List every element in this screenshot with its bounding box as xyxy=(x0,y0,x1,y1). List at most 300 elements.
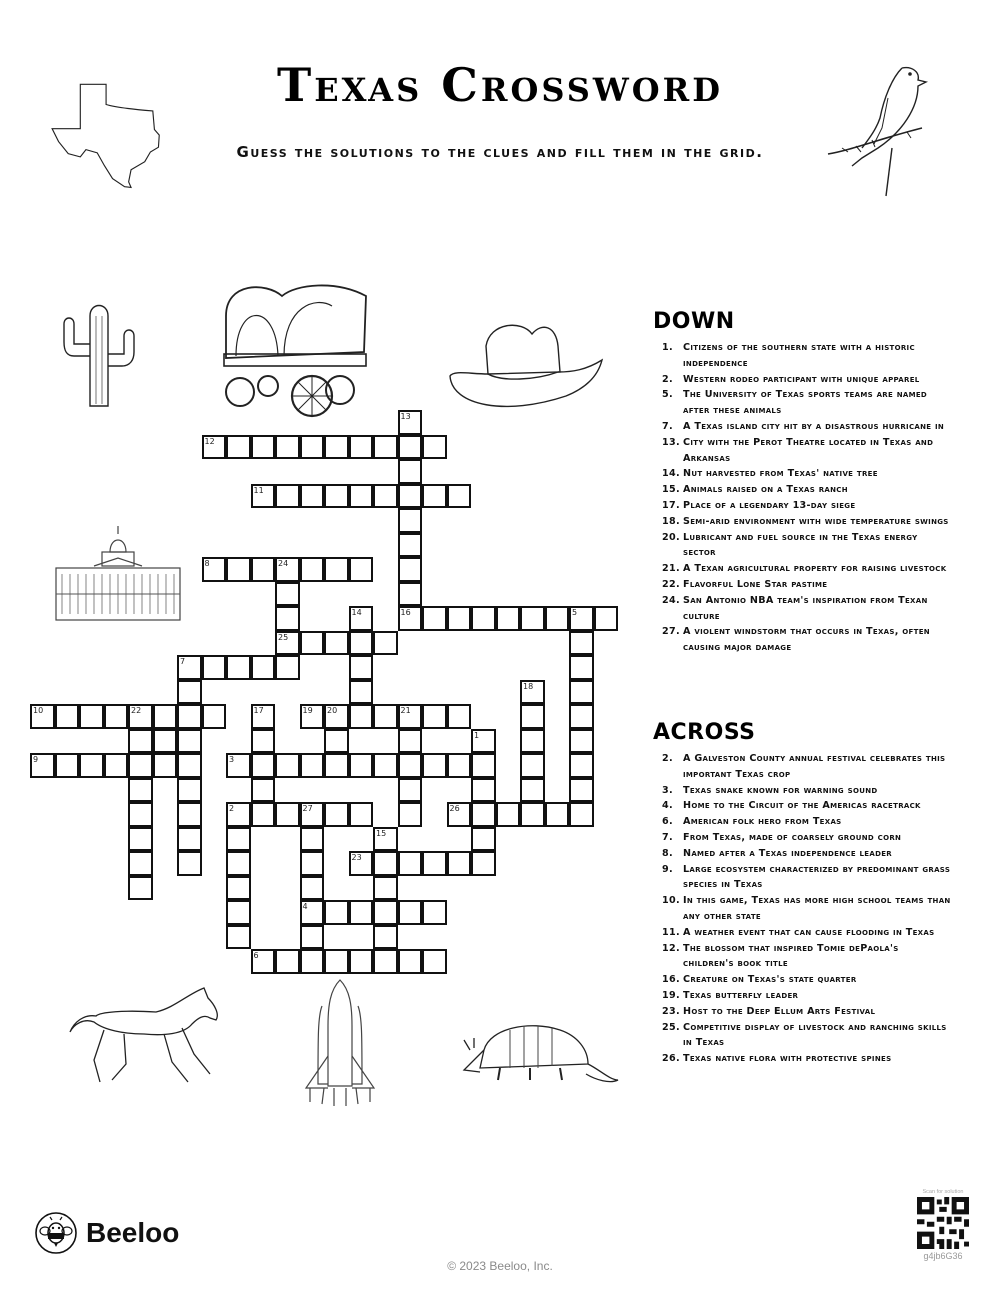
grid-cell[interactable] xyxy=(324,729,349,754)
grid-cell[interactable] xyxy=(275,631,300,656)
clue-number: 11 xyxy=(253,485,264,495)
clue-number: 21 xyxy=(400,706,411,715)
across-clue xyxy=(657,925,953,941)
down-clue xyxy=(657,577,953,593)
grid-cell[interactable] xyxy=(569,729,594,754)
grid-cell[interactable] xyxy=(275,753,300,778)
across-clue xyxy=(657,972,953,988)
grid-cell[interactable] xyxy=(349,851,374,876)
grid-cell[interactable] xyxy=(300,827,325,852)
grid-cell[interactable] xyxy=(177,729,202,754)
grid-cell[interactable] xyxy=(300,876,325,901)
grid-cell[interactable] xyxy=(251,729,276,754)
down-clues xyxy=(653,309,953,656)
qr-label: Scan for solution xyxy=(922,1189,964,1195)
clue-number: 7. xyxy=(662,831,673,843)
grid-cell[interactable] xyxy=(373,949,398,974)
clue-number: 4 xyxy=(302,902,308,911)
across-clue xyxy=(657,893,953,925)
clue-number: 14. xyxy=(662,468,680,480)
grid-cell[interactable] xyxy=(496,802,521,827)
clue-text: Named after a Texas independence leader xyxy=(683,847,892,859)
grid-cell[interactable] xyxy=(349,655,374,680)
clue-number: 13. xyxy=(662,436,680,448)
grid-cell[interactable] xyxy=(520,680,545,705)
grid-cell[interactable] xyxy=(398,582,423,607)
grid-cell[interactable] xyxy=(447,802,472,827)
grid-cell[interactable] xyxy=(373,900,398,925)
grid-cell[interactable] xyxy=(324,435,349,460)
clue-number: 6. xyxy=(662,816,673,828)
grid-cell[interactable] xyxy=(373,704,398,729)
across-clues xyxy=(653,720,953,1067)
across-clue xyxy=(657,814,953,830)
clue-number: 16. xyxy=(662,974,680,986)
clue-text: The University of Texas sports teams are named after these animals xyxy=(683,389,928,417)
clue-number: 10 xyxy=(33,706,44,715)
clue-number: 22. xyxy=(662,578,680,590)
clue-number: 11. xyxy=(662,926,680,938)
grid-cell[interactable] xyxy=(177,704,202,729)
grid-cell[interactable] xyxy=(569,680,594,705)
across-clue xyxy=(657,862,953,894)
grid-cell[interactable] xyxy=(104,704,129,729)
grid-cell[interactable] xyxy=(300,802,325,827)
grid-cell[interactable] xyxy=(30,753,55,778)
grid-cell[interactable] xyxy=(569,704,594,729)
grid-cell[interactable] xyxy=(349,900,374,925)
grid-cell[interactable] xyxy=(520,802,545,827)
clue-number: 4. xyxy=(662,800,673,812)
down-clue-list xyxy=(653,340,953,656)
clue-text: Creature on Texas's state quarter xyxy=(683,974,857,986)
clue-number: 8. xyxy=(662,847,673,859)
grid-cell[interactable] xyxy=(422,851,447,876)
across-clue xyxy=(657,1004,953,1020)
grid-cell[interactable] xyxy=(569,778,594,803)
clue-text: Competitive display of livestock and ranching skills in Texas xyxy=(683,1021,947,1049)
clue-number: 1. xyxy=(662,342,673,353)
across-clue-list xyxy=(653,751,953,1067)
grid-cell[interactable] xyxy=(398,802,423,827)
clue-number: 10. xyxy=(662,895,680,907)
clue-text: Western rodeo participant with unique apparel xyxy=(683,373,920,385)
cowboy-hat-icon xyxy=(446,316,606,416)
clue-text: Citizens of the southern state with a historic independence xyxy=(683,342,915,369)
grid-cell[interactable] xyxy=(300,557,325,582)
grid-cell[interactable] xyxy=(300,484,325,509)
space-shuttle-icon xyxy=(300,976,380,1116)
across-clue xyxy=(657,941,953,973)
clue-number: 21. xyxy=(662,563,680,575)
grid-cell[interactable] xyxy=(422,704,447,729)
clue-number: 7. xyxy=(662,420,673,432)
grid-cell[interactable] xyxy=(398,851,423,876)
grid-cell[interactable] xyxy=(398,729,423,754)
down-clue xyxy=(657,530,953,562)
grid-cell[interactable] xyxy=(545,606,570,631)
grid-cell[interactable] xyxy=(398,557,423,582)
grid-cell[interactable] xyxy=(447,704,472,729)
grid-cell[interactable] xyxy=(373,827,398,852)
grid-cell[interactable] xyxy=(104,753,129,778)
clue-text: Flavorful Lone Star pastime xyxy=(683,578,828,590)
clue-number: 6 xyxy=(253,951,259,960)
clue-number: 5. xyxy=(662,389,673,401)
clue-text: Texas native flora with protective spines xyxy=(683,1053,892,1065)
grid-cell[interactable] xyxy=(202,704,227,729)
clue-text: Semi-arid environment with wide temperature swings xyxy=(683,515,949,527)
down-clue xyxy=(657,340,953,372)
grid-cell[interactable] xyxy=(177,827,202,852)
clue-text: Host to the Deep Ellum Arts Festival xyxy=(683,1005,876,1017)
grid-cell[interactable] xyxy=(594,606,619,631)
clue-text: Place of a legendary 13-day siege xyxy=(683,499,856,511)
grid-cell[interactable] xyxy=(398,533,423,558)
clue-number: 23. xyxy=(662,1005,680,1017)
grid-cell[interactable] xyxy=(349,557,374,582)
down-clue xyxy=(657,435,953,467)
grid-cell[interactable] xyxy=(471,729,496,754)
down-clue xyxy=(657,372,953,388)
down-clue xyxy=(657,624,953,656)
grid-cell[interactable] xyxy=(251,557,276,582)
clue-number: 19 xyxy=(302,706,313,715)
clue-text: A Galveston County annual festival celebrates this important Texas crop xyxy=(683,753,946,780)
grid-cell[interactable] xyxy=(128,876,153,901)
clue-number: 13 xyxy=(400,412,411,421)
down-clue xyxy=(657,514,953,530)
grid-cell[interactable] xyxy=(275,606,300,631)
clue-number: 18 xyxy=(523,681,534,691)
clue-number: 9 xyxy=(33,755,39,764)
across-heading: ACROSS xyxy=(653,720,756,745)
clue-number: 3 xyxy=(229,755,235,764)
clue-text: Texas butterfly leader xyxy=(683,989,799,1001)
clue-number: 18. xyxy=(662,515,680,527)
grid-cell[interactable] xyxy=(202,557,227,582)
grid-cell[interactable] xyxy=(324,802,349,827)
grid-cell[interactable] xyxy=(300,949,325,974)
clue-number: 19. xyxy=(662,989,680,1001)
grid-cell[interactable] xyxy=(128,753,153,778)
grid-cell[interactable] xyxy=(447,753,472,778)
horse-icon xyxy=(64,984,224,1090)
clue-number: 7 xyxy=(180,657,186,666)
clue-number: 23 xyxy=(351,853,362,862)
grid-cell[interactable] xyxy=(373,876,398,901)
clue-text: From Texas, made of coarsely ground corn xyxy=(683,831,902,843)
clue-text: In this game, Texas has more high school teams than any other state xyxy=(683,895,951,922)
grid-cell[interactable] xyxy=(471,827,496,852)
grid-cell[interactable] xyxy=(349,802,374,827)
grid-cell[interactable] xyxy=(398,900,423,925)
bird-icon xyxy=(822,58,942,198)
grid-cell[interactable] xyxy=(30,704,55,729)
grid-cell[interactable] xyxy=(471,778,496,803)
grid-cell[interactable] xyxy=(471,606,496,631)
qr-code-id: g4jb6G36 xyxy=(923,1251,963,1261)
clue-text: San Antonio NBA team's inspiration from Texan culture xyxy=(683,594,928,622)
grid-cell[interactable] xyxy=(251,484,276,509)
grid-cell[interactable] xyxy=(128,778,153,803)
grid-cell[interactable] xyxy=(398,778,423,803)
clue-text: Lubricant and fuel source in the Texas energy sector xyxy=(683,531,918,559)
grid-cell[interactable] xyxy=(251,778,276,803)
grid-cell[interactable] xyxy=(226,925,251,950)
grid-cell[interactable] xyxy=(349,680,374,705)
grid-cell[interactable] xyxy=(520,729,545,754)
armadillo-icon xyxy=(460,1020,620,1090)
clue-text: Texas snake known for warning sound xyxy=(683,784,878,796)
grid-cell[interactable] xyxy=(398,459,423,484)
down-clue xyxy=(657,498,953,514)
grid-cell[interactable] xyxy=(398,435,423,460)
texas-map-icon xyxy=(36,66,181,201)
grid-cell[interactable] xyxy=(79,753,104,778)
grid-cell[interactable] xyxy=(447,484,472,509)
clue-text: The blossom that inspired Tomie dePaola's children's book title xyxy=(683,942,899,970)
grid-cell[interactable] xyxy=(300,704,325,729)
grid-cell[interactable] xyxy=(226,876,251,901)
grid-cell[interactable] xyxy=(275,655,300,680)
clue-text: Animals raised on a Texas ranch xyxy=(683,484,848,496)
clue-number: 20 xyxy=(327,706,338,715)
clue-text: Large ecosystem characterized by predominant grass species in Texas xyxy=(683,863,951,891)
clue-number: 26 xyxy=(449,804,460,813)
grid-cell[interactable] xyxy=(79,704,104,729)
grid-cell[interactable] xyxy=(324,484,349,509)
down-clue xyxy=(657,482,953,498)
clue-number: 15 xyxy=(376,828,387,838)
grid-cell[interactable] xyxy=(128,851,153,876)
clue-number: 17. xyxy=(662,499,680,511)
down-clue xyxy=(657,561,953,577)
grid-cell[interactable] xyxy=(324,900,349,925)
grid-cell[interactable] xyxy=(569,606,594,631)
clue-number: 3. xyxy=(662,784,673,796)
clue-number: 25. xyxy=(662,1021,680,1033)
qr-code-icon xyxy=(917,1197,969,1249)
grid-cell[interactable] xyxy=(569,802,594,827)
grid-cell[interactable] xyxy=(300,435,325,460)
grid-cell[interactable] xyxy=(520,753,545,778)
clue-number: 2. xyxy=(662,753,673,764)
grid-cell[interactable] xyxy=(275,557,300,582)
grid-cell[interactable] xyxy=(251,753,276,778)
grid-cell[interactable] xyxy=(373,484,398,509)
brand-name: Beeloo xyxy=(86,1217,180,1248)
grid-cell[interactable] xyxy=(177,655,202,680)
grid-cell[interactable] xyxy=(373,851,398,876)
grid-cell[interactable] xyxy=(251,435,276,460)
covered-wagon-icon xyxy=(216,276,376,426)
grid-cell[interactable] xyxy=(569,655,594,680)
clue-number: 2 xyxy=(229,804,235,813)
grid-cell[interactable] xyxy=(569,631,594,656)
bee-icon xyxy=(34,1211,78,1255)
grid-cell[interactable] xyxy=(128,802,153,827)
grid-cell[interactable] xyxy=(349,949,374,974)
grid-cell[interactable] xyxy=(251,655,276,680)
clue-number: 25 xyxy=(278,632,289,642)
grid-cell[interactable] xyxy=(226,900,251,925)
grid-cell[interactable] xyxy=(324,631,349,656)
clue-text: A Texas island city hit by a disastrous hurricane in xyxy=(683,420,945,432)
grid-cell[interactable] xyxy=(128,827,153,852)
grid-cell[interactable] xyxy=(422,484,447,509)
clue-number: 16 xyxy=(400,608,411,617)
clue-number: 1 xyxy=(474,730,480,740)
grid-cell[interactable] xyxy=(177,802,202,827)
grid-cell[interactable] xyxy=(373,631,398,656)
clue-number: 27 xyxy=(302,804,313,813)
grid-cell[interactable] xyxy=(55,704,80,729)
grid-cell[interactable] xyxy=(153,753,178,778)
capitol-building-icon xyxy=(52,522,184,626)
clue-number: 9. xyxy=(662,863,673,875)
grid-cell[interactable] xyxy=(520,704,545,729)
grid-cell[interactable] xyxy=(300,753,325,778)
clue-number: 12 xyxy=(204,436,215,446)
grid-cell[interactable] xyxy=(153,704,178,729)
clue-number: 15. xyxy=(662,484,680,496)
grid-cell[interactable] xyxy=(300,900,325,925)
grid-cell[interactable] xyxy=(349,704,374,729)
grid-cell[interactable] xyxy=(349,631,374,656)
grid-cell[interactable] xyxy=(324,704,349,729)
grid-cell[interactable] xyxy=(226,435,251,460)
grid-cell[interactable] xyxy=(569,753,594,778)
across-clue xyxy=(657,751,953,783)
grid-cell[interactable] xyxy=(349,753,374,778)
grid-cell[interactable] xyxy=(422,606,447,631)
copyright: © 2023 Beeloo, Inc. xyxy=(447,1259,553,1273)
grid-cell[interactable] xyxy=(202,655,227,680)
clue-number: 17 xyxy=(253,706,264,715)
grid-cell[interactable] xyxy=(226,802,251,827)
grid-cell[interactable] xyxy=(226,557,251,582)
grid-cell[interactable] xyxy=(128,729,153,754)
grid-cell[interactable] xyxy=(398,410,423,435)
grid-cell[interactable] xyxy=(275,435,300,460)
across-clue xyxy=(657,830,953,846)
grid-cell[interactable] xyxy=(177,778,202,803)
grid-cell[interactable] xyxy=(398,484,423,509)
grid-cell[interactable] xyxy=(251,802,276,827)
page-title: Texas Crossword xyxy=(276,58,723,112)
down-heading: DOWN xyxy=(653,309,735,334)
clue-text: American folk hero from Texas xyxy=(683,816,842,828)
grid-cell[interactable] xyxy=(422,753,447,778)
grid-cell[interactable] xyxy=(422,949,447,974)
down-clue xyxy=(657,593,953,625)
clue-text: A violent windstorm that occurs in Texas, often causing major damage xyxy=(683,626,930,654)
grid-cell[interactable] xyxy=(275,802,300,827)
grid-cell[interactable] xyxy=(447,851,472,876)
grid-cell[interactable] xyxy=(373,435,398,460)
grid-cell[interactable] xyxy=(177,680,202,705)
grid-cell[interactable] xyxy=(324,753,349,778)
grid-cell[interactable] xyxy=(251,704,276,729)
across-clue xyxy=(657,783,953,799)
clue-number: 8 xyxy=(204,559,210,568)
grid-cell[interactable] xyxy=(226,753,251,778)
grid-cell[interactable] xyxy=(177,753,202,778)
across-clue xyxy=(657,1020,953,1052)
grid-cell[interactable] xyxy=(226,827,251,852)
instructions: Guess the solutions to the clues and fill them in the grid. xyxy=(236,143,764,161)
grid-cell[interactable] xyxy=(471,753,496,778)
grid-cell[interactable] xyxy=(520,606,545,631)
grid-cell[interactable] xyxy=(545,802,570,827)
grid-cell[interactable] xyxy=(324,557,349,582)
down-clue xyxy=(657,419,953,435)
grid-cell[interactable] xyxy=(398,508,423,533)
clue-number: 5 xyxy=(572,608,578,617)
clue-number: 2. xyxy=(662,373,673,385)
grid-cell[interactable] xyxy=(324,949,349,974)
across-clue xyxy=(657,798,953,814)
grid-cell[interactable] xyxy=(202,435,227,460)
clue-text: City with the Perot Theatre located in Texas and Arkansas xyxy=(683,436,934,464)
grid-cell[interactable] xyxy=(373,753,398,778)
clue-text: Nut harvested from Texas' native tree xyxy=(683,468,878,480)
grid-cell[interactable] xyxy=(471,802,496,827)
grid-cell[interactable] xyxy=(226,655,251,680)
grid-cell[interactable] xyxy=(251,949,276,974)
grid-cell[interactable] xyxy=(177,851,202,876)
grid-cell[interactable] xyxy=(349,484,374,509)
beeloo-logo[interactable] xyxy=(34,1211,179,1255)
grid-cell[interactable] xyxy=(398,606,423,631)
grid-cell[interactable] xyxy=(226,851,251,876)
grid-cell[interactable] xyxy=(398,704,423,729)
grid-cell[interactable] xyxy=(349,435,374,460)
grid-cell[interactable] xyxy=(398,949,423,974)
grid-cell[interactable] xyxy=(300,851,325,876)
grid-cell[interactable] xyxy=(275,949,300,974)
grid-cell[interactable] xyxy=(520,778,545,803)
clue-number: 22 xyxy=(131,706,142,715)
grid-cell[interactable] xyxy=(471,851,496,876)
grid-cell[interactable] xyxy=(496,606,521,631)
across-clue xyxy=(657,988,953,1004)
clue-text: A Texan agricultural property for raising livestock xyxy=(683,563,947,575)
clue-number: 24. xyxy=(662,594,680,606)
across-clue xyxy=(657,1051,953,1067)
grid-cell[interactable] xyxy=(422,900,447,925)
clue-number: 20. xyxy=(662,531,680,543)
grid-cell[interactable] xyxy=(275,582,300,607)
grid-cell[interactable] xyxy=(300,631,325,656)
grid-cell[interactable] xyxy=(275,484,300,509)
grid-cell[interactable] xyxy=(300,925,325,950)
grid-cell[interactable] xyxy=(153,729,178,754)
clue-number: 14 xyxy=(351,608,362,617)
solution-qr[interactable] xyxy=(912,1189,974,1261)
grid-cell[interactable] xyxy=(55,753,80,778)
grid-cell[interactable] xyxy=(398,753,423,778)
grid-cell[interactable] xyxy=(422,435,447,460)
cactus-icon xyxy=(60,296,140,408)
grid-cell[interactable] xyxy=(128,704,153,729)
grid-cell[interactable] xyxy=(349,606,374,631)
clue-number: 24 xyxy=(278,559,289,568)
down-clue xyxy=(657,387,953,419)
grid-cell[interactable] xyxy=(447,606,472,631)
grid-cell[interactable] xyxy=(373,925,398,950)
